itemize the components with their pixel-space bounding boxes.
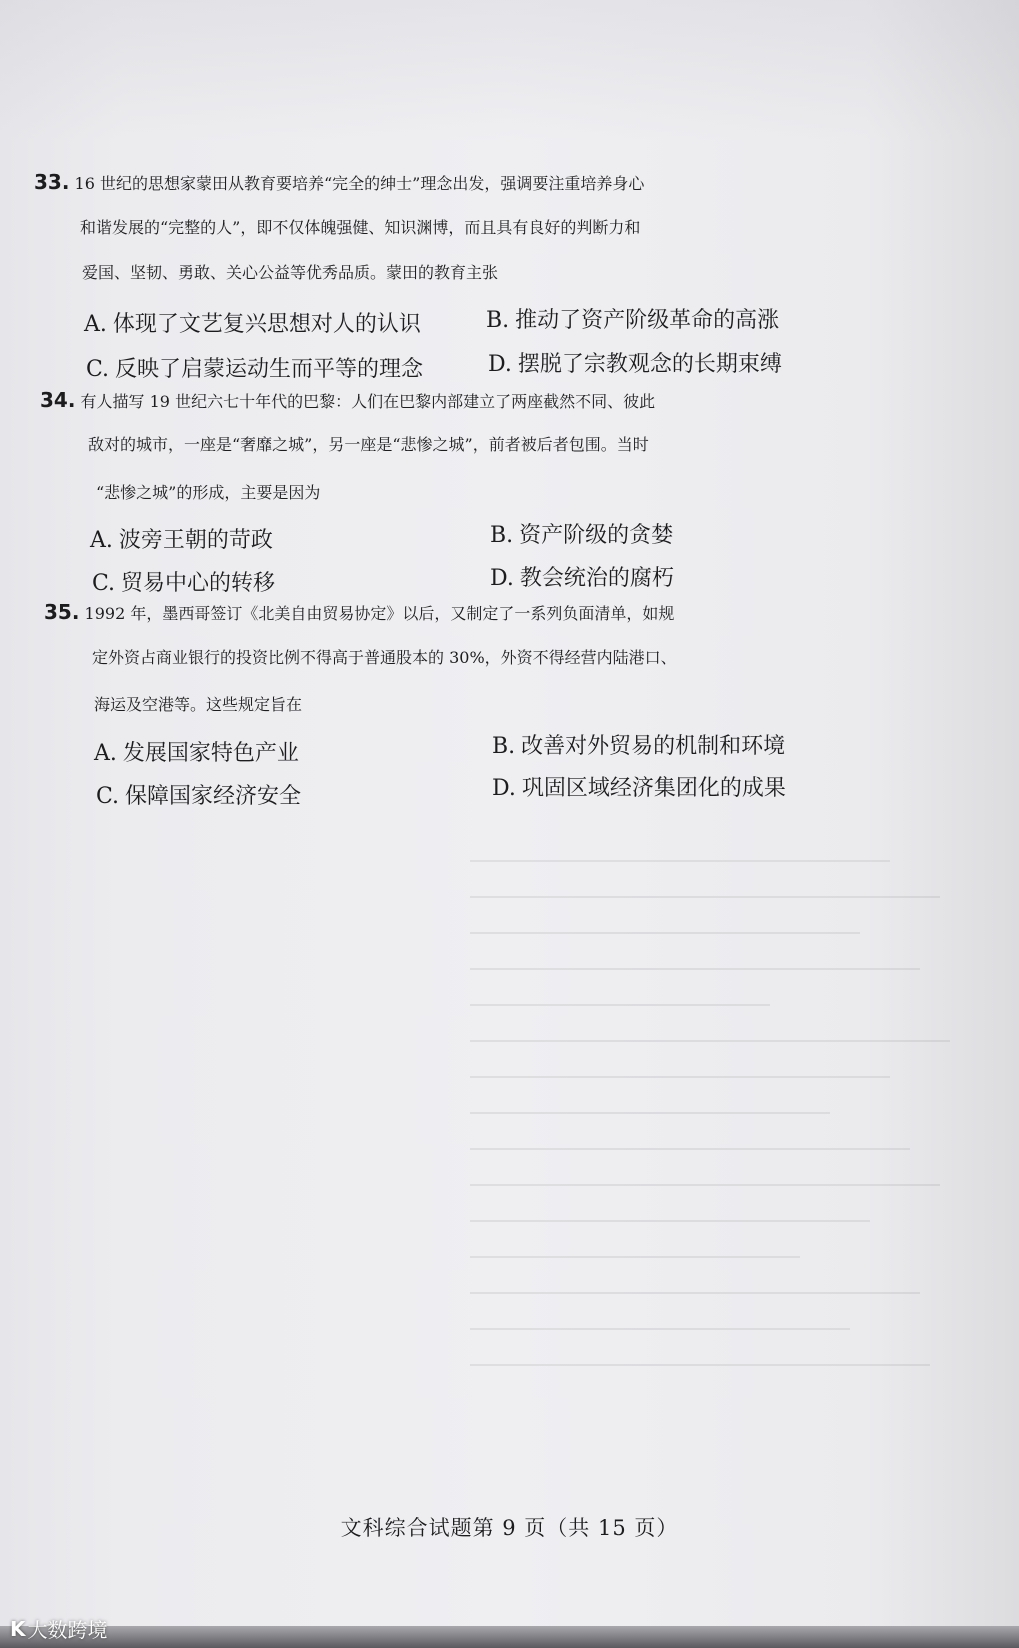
option-b: B. 推动了资产阶级革命的高涨 bbox=[486, 308, 780, 333]
question-stem-line-1 bbox=[34, 170, 644, 194]
option-b: B. 资产阶级的贪婪 bbox=[490, 523, 674, 548]
option-d: D. 摆脱了宗教观念的长期束缚 bbox=[488, 352, 782, 377]
option-d: D. 教会统治的腐朽 bbox=[490, 566, 674, 591]
question-number: 33. bbox=[34, 170, 70, 194]
stem-text: 1992 年，墨西哥签订《北美自由贸易协定》以后，又制定了一系列负面清单，如规 bbox=[84, 604, 675, 623]
watermark bbox=[10, 1614, 108, 1643]
question-stem-line-3: 爱国、坚韧、勇敢、关心公益等优秀品质。蒙田的教育主张 bbox=[82, 263, 499, 282]
stem-text: 有人描写 19 世纪六七十年代的巴黎：人们在巴黎内部建立了两座截然不同、彼此 bbox=[80, 392, 656, 411]
paper-bottom-edge bbox=[0, 1626, 1019, 1648]
question-stem-line-2: 敌对的城市，一座是“奢靡之城”，另一座是“悲惨之城”，前者被后者包围。当时 bbox=[88, 435, 649, 454]
question-stem-line-1 bbox=[40, 388, 655, 412]
option-d: D. 巩固区域经济集团化的成果 bbox=[492, 776, 786, 801]
page-footer: 文科综合试题第 9 页（共 15 页） bbox=[340, 1516, 679, 1540]
stem-text: 16 世纪的思想家蒙田从教育要培养“完全的绅士”理念出发，强调要注重培养身心 bbox=[74, 174, 645, 193]
question-stem-line-2: 和谐发展的“完整的人”，即不仅体魄强健、知识渊博，而且具有良好的判断力和 bbox=[80, 218, 641, 237]
question-number: 34. bbox=[40, 388, 76, 412]
question-number: 35. bbox=[44, 600, 80, 624]
option-a: A. 体现了文艺复兴思想对人的认识 bbox=[84, 312, 421, 337]
question-stem-line-3: “悲惨之城”的形成，主要是因为 bbox=[96, 483, 321, 502]
question-stem-line-1 bbox=[44, 600, 674, 624]
option-b: B. 改善对外贸易的机制和环境 bbox=[492, 734, 786, 759]
watermark-text: 大数跨境 bbox=[27, 1618, 108, 1642]
show-through-text bbox=[470, 860, 970, 1480]
watermark-logo-icon: K bbox=[10, 1616, 26, 1641]
option-c: C. 反映了启蒙运动生而平等的理念 bbox=[86, 357, 424, 382]
question-stem-line-3: 海运及空港等。这些规定旨在 bbox=[94, 695, 303, 714]
option-c: C. 保障国家经济安全 bbox=[96, 784, 302, 809]
question-stem-line-2: 定外资占商业银行的投资比例不得高于普通股本的 30%，外资不得经营内陆港口、 bbox=[92, 648, 677, 667]
option-a: A. 波旁王朝的苛政 bbox=[90, 528, 273, 553]
paper-shading bbox=[0, 0, 1019, 140]
option-a: A. 发展国家特色产业 bbox=[94, 741, 299, 766]
option-c: C. 贸易中心的转移 bbox=[92, 571, 276, 596]
